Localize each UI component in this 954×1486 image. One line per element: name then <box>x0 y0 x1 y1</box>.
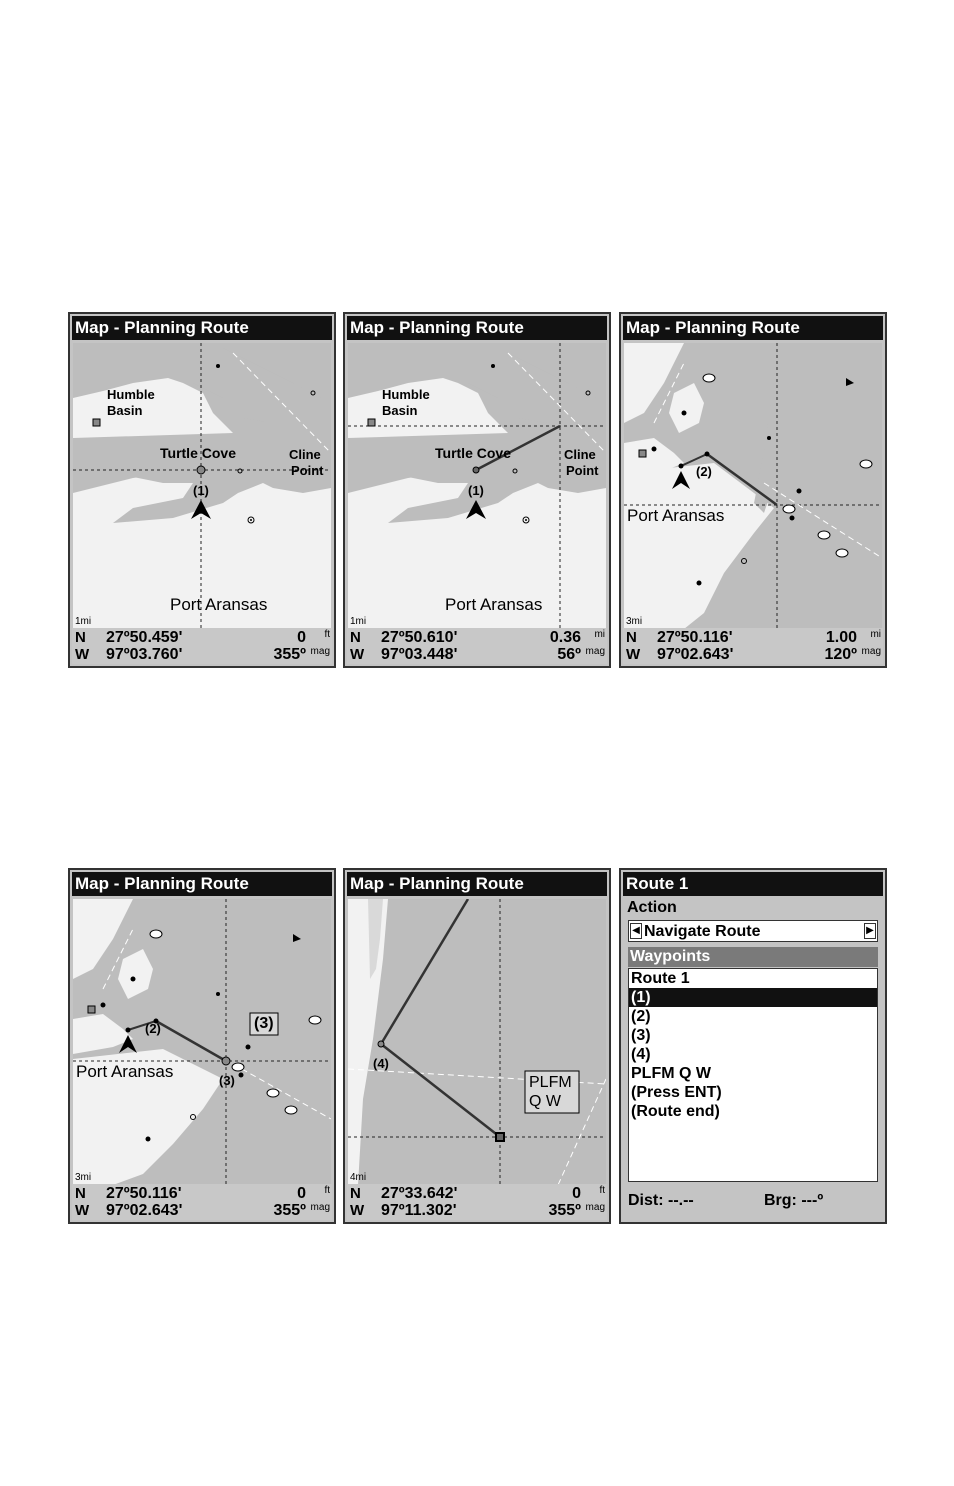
latitude: 27º50.116' <box>657 629 733 646</box>
distance-unit: ft <box>324 1185 330 1196</box>
lon-hemisphere: W <box>350 1202 365 1219</box>
left-arrow-icon[interactable]: ◀ <box>630 923 642 939</box>
info-bar <box>72 1184 332 1220</box>
place-label-port-aransas: Port Aransas <box>445 595 543 614</box>
lon-hemisphere: W <box>75 1202 90 1219</box>
cursor-waypoint-box: (3) <box>254 1015 274 1032</box>
place-label-point: Point <box>566 463 599 478</box>
longitude: 97º02.643' <box>106 1202 183 1219</box>
place-label-port-aransas: Port Aransas <box>627 506 725 525</box>
map-screen-4 <box>68 868 336 1224</box>
info-bar <box>623 628 883 664</box>
bearing-readout: Brg: ---º <box>764 1192 824 1209</box>
place-label-cline: Cline <box>289 447 321 462</box>
lon-hemisphere: W <box>626 646 641 663</box>
waypoint-label-1: (1) <box>193 483 209 498</box>
distance-value: 0 <box>297 1185 306 1202</box>
map-screen-1 <box>68 312 336 668</box>
longitude: 97º11.302' <box>381 1202 457 1219</box>
bearing-value: 56º <box>557 646 581 663</box>
map-screen-5 <box>343 868 611 1224</box>
waypoint-list[interactable] <box>628 968 878 1182</box>
map-scale: 1mi <box>350 616 367 627</box>
map-view[interactable] <box>348 343 606 629</box>
latitude: 27º50.610' <box>381 629 458 646</box>
bearing-unit: mag <box>585 646 605 657</box>
list-item[interactable]: (Route end) <box>631 1103 720 1120</box>
list-item[interactable]: (4) <box>631 1046 651 1063</box>
lat-hemisphere: N <box>75 1185 86 1202</box>
lat-hemisphere: N <box>75 629 86 646</box>
map-scale: 4mi <box>350 1172 367 1183</box>
map-view[interactable] <box>73 343 331 629</box>
bearing-value: 355º <box>273 646 306 663</box>
waypoint-label-2: (2) <box>145 1021 161 1036</box>
place-label-humble: Humble <box>107 387 155 402</box>
screen-title: Map - Planning Route <box>623 316 883 340</box>
bearing-value: 355º <box>548 1202 581 1219</box>
distance-value: 0.36 <box>549 629 581 646</box>
lat-hemisphere: N <box>350 1185 361 1202</box>
action-selector[interactable] <box>628 920 878 942</box>
place-label-turtle-cove: Turtle Cove <box>160 445 236 461</box>
distance-value: 1.00 <box>825 629 857 646</box>
info-bar <box>347 628 607 664</box>
screen-title: Map - Planning Route <box>347 872 607 896</box>
bearing-unit: mag <box>310 1202 330 1213</box>
waypoint-label-2: (2) <box>696 464 712 479</box>
action-label: Action <box>627 899 677 916</box>
right-arrow-icon[interactable]: ▶ <box>864 923 876 939</box>
cursor-label-line2: Q W <box>529 1093 561 1110</box>
map-scale: 3mi <box>626 616 643 627</box>
place-label-basin: Basin <box>107 403 143 418</box>
map-view[interactable] <box>73 899 331 1185</box>
lon-hemisphere: W <box>75 646 90 663</box>
distance-readout: Dist: --.-- <box>628 1192 694 1209</box>
waypoint-label-4: (4) <box>373 1056 389 1071</box>
screen-title: Map - Planning Route <box>72 316 332 340</box>
waypoint-label-1: (1) <box>468 483 484 498</box>
distance-value: 0 <box>572 1185 581 1202</box>
waypoints-header: Waypoints <box>628 947 878 967</box>
distance-unit: mi <box>594 629 605 640</box>
list-item[interactable]: (Press ENT) <box>631 1084 722 1101</box>
lon-hemisphere: W <box>350 646 365 663</box>
distance-value: 0 <box>297 629 306 646</box>
route-screen <box>619 868 887 1224</box>
longitude: 97º03.448' <box>381 646 458 663</box>
distance-unit: mi <box>870 629 881 640</box>
bearing-value: 120º <box>824 646 857 663</box>
bearing-value: 355º <box>273 1202 306 1219</box>
map-screen-2 <box>343 312 611 668</box>
waypoint-label-3: (3) <box>219 1073 235 1088</box>
list-item-selected[interactable]: (1) <box>629 988 877 1007</box>
place-label-cline: Cline <box>564 447 596 462</box>
map-scale: 3mi <box>75 1172 92 1183</box>
list-item[interactable]: (3) <box>631 1027 651 1044</box>
bearing-unit: mag <box>585 1202 605 1213</box>
latitude: 27º33.642' <box>381 1185 458 1202</box>
lat-hemisphere: N <box>350 629 361 646</box>
route-title: Route 1 <box>623 872 883 896</box>
place-label-port-aransas: Port Aransas <box>170 595 268 614</box>
action-value: Navigate Route <box>644 923 761 940</box>
place-label-point: Point <box>291 463 324 478</box>
distance-unit: ft <box>324 629 330 640</box>
cursor-label-line1: PLFM <box>529 1074 572 1091</box>
bearing-unit: mag <box>310 646 330 657</box>
distance-unit: ft <box>599 1185 605 1196</box>
longitude: 97º03.760' <box>106 646 183 663</box>
longitude: 97º02.643' <box>657 646 734 663</box>
map-view[interactable] <box>348 899 606 1185</box>
info-bar <box>72 628 332 664</box>
bearing-unit: mag <box>861 646 881 657</box>
list-item[interactable]: Route 1 <box>631 970 690 987</box>
latitude: 27º50.116' <box>106 1185 182 1202</box>
map-view[interactable] <box>624 343 882 629</box>
place-label-basin: Basin <box>382 403 418 418</box>
list-item[interactable]: PLFM Q W <box>631 1065 711 1082</box>
place-label-turtle-cove: Turtle Cove <box>435 445 511 461</box>
place-label-port-aransas: Port Aransas <box>76 1062 174 1081</box>
lat-hemisphere: N <box>626 629 637 646</box>
screen-title: Map - Planning Route <box>72 872 332 896</box>
list-item[interactable]: (2) <box>631 1008 651 1025</box>
latitude: 27º50.459' <box>106 629 183 646</box>
place-label-humble: Humble <box>382 387 430 402</box>
screen-title: Map - Planning Route <box>347 316 607 340</box>
info-bar <box>347 1184 607 1220</box>
map-scale: 1mi <box>75 616 92 627</box>
map-screen-3 <box>619 312 887 668</box>
